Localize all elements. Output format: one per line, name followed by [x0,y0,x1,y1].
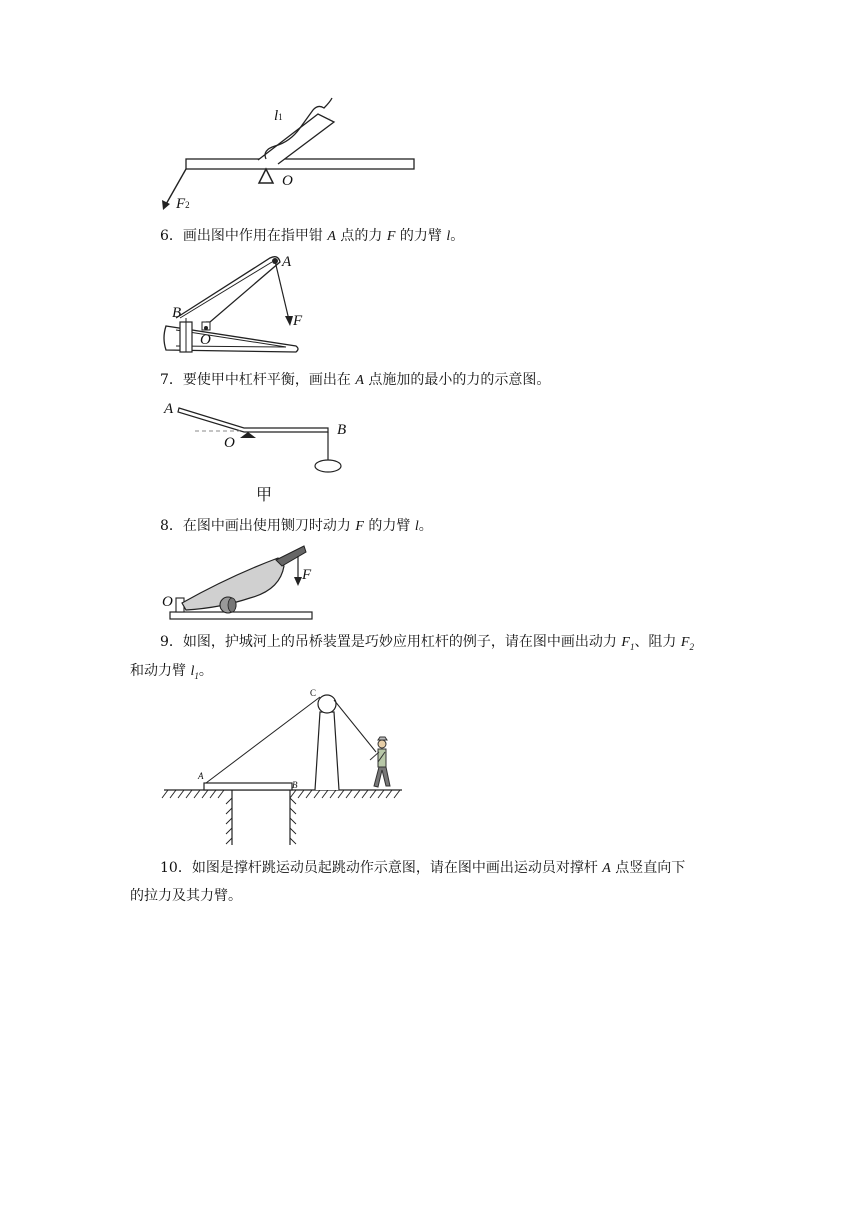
q6-text-c: 的力臂 [399,228,442,244]
q6-end: 。 [450,228,465,244]
label-O: O [224,435,235,451]
q9-line2: 和动力臂 [130,663,186,679]
label-A: A [282,254,292,270]
question-10-line2 [130,886,242,906]
q10-line1-b: 点竖直向下 [615,860,686,876]
label-B: B [292,780,298,790]
label-O: O [200,332,211,348]
q9-var-F2: $F_2$ [680,635,694,652]
figure-caption: 甲 [256,487,273,504]
label-B: B [337,422,347,438]
q8-var-F: F [355,519,364,534]
q6-var-l: l [446,229,451,244]
q6-var-F: F [386,229,396,244]
q9-var-l1: $l_1$ [190,664,199,681]
label-F: F [293,313,303,329]
question-9: 9．如图，护城河上的吊桥装置是巧妙应用杠杆的例子，请在图中画出动力 $F_1$、阻力 $F_2$ [160,634,694,652]
q7-var-A: A [355,373,364,388]
q8-end: 。 [418,518,433,534]
question-number: 7 [160,372,169,388]
q7-text-a: 要使甲中杠杆平衡，画出在 [182,372,351,388]
label-A: A [164,401,174,417]
label-O: O [282,173,293,189]
q9-var-F1: $F_1$ [621,635,635,652]
label-F: F [302,567,312,583]
q9-end: 。 [198,663,213,679]
q6-text-a: 画出图中作用在指甲钳 [182,228,323,244]
q9-sep: 、阻力 [634,634,677,650]
question-8: 8．在图中画出使用铡刀时动力 F 的力臂 l。 [160,518,433,534]
label-A: A [198,771,204,781]
label-O: O [162,594,173,610]
label-l1: l1 [274,108,283,124]
label-C: C [310,688,317,698]
q7-text-b: 点施加的最小的力的示意图。 [368,372,551,388]
q10-var-A: A [602,861,611,876]
q8-text-b: 的力臂 [368,518,411,534]
question-6: 6．画出图中作用在指甲钳 A 点的力 F 的力臂 l。 [160,228,465,244]
q9-line1: 如图，护城河上的吊桥装置是巧妙应用杠杆的例子，请在图中画出动力 [182,634,617,650]
person-pulling-rope [370,737,390,787]
label-F2: F2 [176,196,190,212]
q10-line1: 如图是撑杆跳运动员起跳动作示意图，请在图中画出运动员对撑杆 [191,860,598,876]
question-7: 7．要使甲中杠杆平衡，画出在 A 点施加的最小的力的示意图。 [160,372,551,388]
q6-var-A: A [327,229,336,244]
q10-line2: 的拉力及其力臂。 [130,888,242,904]
question-number: 8 [160,518,169,534]
q6-text-b: 点的力 [340,228,383,244]
question-number: 9 [160,634,169,650]
q8-var-l: l [414,519,419,534]
q8-text-a: 在图中画出使用铡刀时动力 [182,518,351,534]
question-10: 10．如图是撑杆跳运动员起跳动作示意图，请在图中画出运动员对撑杆 A 点竖直向下 [160,860,686,876]
question-number: 10 [160,860,178,876]
label-B: B [172,305,182,321]
question-number: 6 [160,228,169,244]
